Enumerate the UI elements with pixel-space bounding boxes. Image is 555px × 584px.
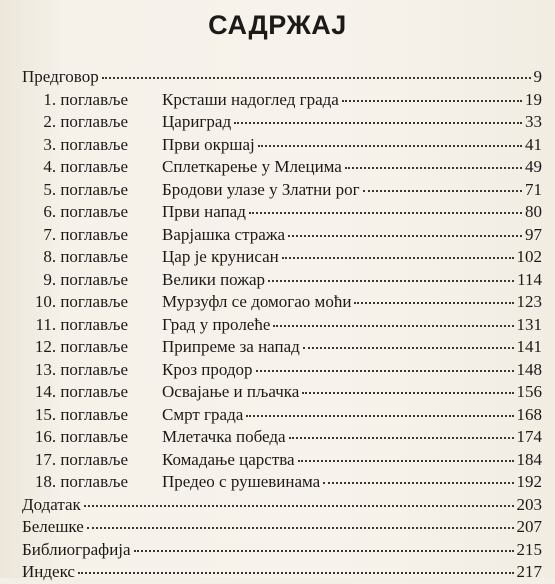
toc-entry bbox=[22, 134, 542, 157]
toc-page-number: 131 bbox=[516, 314, 542, 334]
toc-entry-title: Цариград bbox=[162, 112, 232, 131]
toc-page-number: 80 bbox=[525, 202, 542, 221]
toc-page-number: 203 bbox=[516, 494, 542, 514]
toc-entry bbox=[22, 561, 542, 584]
toc-entry-title: Индекс bbox=[22, 562, 75, 581]
dot-leader bbox=[363, 190, 522, 192]
chapter-number: 16. поглавље bbox=[34, 427, 128, 446]
chapter-number: 4. поглавље bbox=[43, 157, 128, 176]
dot-leader bbox=[273, 325, 513, 327]
toc-entry bbox=[22, 111, 542, 134]
toc-page-number: 141 bbox=[516, 337, 542, 356]
dot-leader bbox=[302, 392, 513, 394]
chapter-number: 11. поглавље bbox=[35, 314, 128, 334]
dot-leader bbox=[246, 415, 513, 417]
toc-page-number: 156 bbox=[516, 382, 542, 401]
toc-entry-title: Први окршај bbox=[162, 134, 255, 154]
toc-entry-title: Први напад bbox=[162, 202, 246, 221]
toc-page-number: 192 bbox=[516, 472, 542, 491]
toc-entry-title: Предео с рушевинама bbox=[162, 472, 321, 491]
dot-leader bbox=[87, 527, 514, 529]
dot-leader bbox=[342, 100, 522, 102]
toc-page-number: 102 bbox=[516, 247, 542, 266]
dot-leader bbox=[256, 370, 514, 372]
toc-entry bbox=[22, 359, 542, 382]
dot-leader bbox=[303, 347, 514, 349]
chapter-number: 14. поглавље bbox=[34, 382, 128, 401]
toc-entry bbox=[22, 449, 542, 472]
dot-leader bbox=[354, 302, 513, 304]
toc-page-number: 33 bbox=[525, 112, 542, 131]
table-of-contents bbox=[22, 66, 542, 584]
toc-page-number: 174 bbox=[516, 427, 542, 446]
toc-entry-title: Припреме за напад bbox=[162, 337, 300, 356]
toc-page-number: 97 bbox=[525, 224, 542, 244]
dot-leader bbox=[282, 257, 514, 259]
toc-entry bbox=[22, 471, 542, 494]
toc-entry bbox=[22, 246, 542, 269]
toc-entry bbox=[22, 89, 542, 112]
toc-entry bbox=[22, 269, 542, 292]
toc-entry bbox=[22, 179, 542, 202]
chapter-number: 18. поглавље bbox=[34, 472, 128, 491]
chapter-number: 12. поглавље bbox=[34, 337, 128, 356]
toc-entry-title: Варјашка стража bbox=[162, 224, 286, 244]
dot-leader bbox=[258, 145, 522, 147]
dot-leader bbox=[288, 235, 522, 237]
toc-entry-title: Цар је крунисан bbox=[162, 247, 279, 266]
dot-leader bbox=[345, 167, 522, 169]
toc-page-number: 19 bbox=[525, 89, 542, 109]
toc-entry bbox=[22, 156, 542, 179]
toc-entry bbox=[22, 224, 542, 247]
chapter-number: 9. поглавље bbox=[43, 269, 128, 289]
dot-leader bbox=[289, 437, 514, 439]
dot-leader bbox=[102, 77, 531, 79]
toc-entry-title: Мурзуфл се домогао моћи bbox=[162, 292, 352, 311]
chapter-number: 15. поглавље bbox=[34, 404, 128, 424]
toc-page-number: 217 bbox=[516, 562, 542, 581]
toc-entry-title: Град у пролеће bbox=[162, 314, 271, 334]
toc-entry-title: Кроз продор bbox=[162, 359, 253, 379]
chapter-number: 8. поглавље bbox=[43, 247, 128, 266]
dot-leader bbox=[134, 550, 514, 552]
toc-entry-title: Додатак bbox=[22, 494, 81, 514]
toc-page-number: 114 bbox=[517, 269, 542, 289]
dot-leader bbox=[323, 482, 513, 484]
chapter-number: 7. поглавље bbox=[43, 224, 128, 244]
toc-page-number: 9 bbox=[533, 67, 542, 86]
toc-entry bbox=[22, 539, 542, 562]
toc-entry-title: Смрт града bbox=[162, 404, 244, 424]
toc-page-number: 215 bbox=[516, 539, 542, 559]
toc-entry-title: Сплеткарење у Млецима bbox=[162, 157, 342, 176]
toc-page-number: 41 bbox=[525, 134, 542, 154]
toc-entry bbox=[22, 426, 542, 449]
chapter-number: 10. поглавље bbox=[34, 292, 128, 311]
toc-page-number: 184 bbox=[516, 449, 542, 469]
toc-entry-title: Млетачка победа bbox=[162, 427, 286, 446]
toc-entry-title: Библиографија bbox=[22, 539, 131, 559]
dot-leader bbox=[268, 280, 514, 282]
dot-leader bbox=[249, 212, 522, 214]
chapter-number: 17. поглавље bbox=[34, 449, 128, 469]
toc-entry bbox=[22, 66, 542, 89]
toc-entry bbox=[22, 314, 542, 337]
dot-leader bbox=[234, 122, 522, 124]
page-title: САДРЖАЈ bbox=[208, 10, 347, 40]
toc-entry bbox=[22, 516, 542, 539]
toc-page-number: 71 bbox=[525, 179, 542, 199]
chapter-number: 1. поглавље bbox=[43, 89, 128, 109]
chapter-number: 2. поглавље bbox=[43, 112, 128, 131]
toc-entry-title: Предговор bbox=[22, 67, 99, 86]
toc-entry bbox=[22, 336, 542, 359]
toc-entry-title: Белешке bbox=[22, 517, 84, 536]
toc-entry bbox=[22, 291, 542, 314]
toc-page-number: 49 bbox=[525, 157, 542, 176]
toc-entry-title: Комадање царства bbox=[162, 449, 295, 469]
chapter-number: 5. поглавље bbox=[43, 179, 128, 199]
toc-entry bbox=[22, 381, 542, 404]
toc-page-number: 148 bbox=[516, 359, 542, 379]
toc-entry-title: Освајање и пљачка bbox=[162, 382, 300, 401]
toc-entry bbox=[22, 494, 542, 517]
chapter-number: 6. поглавље bbox=[43, 202, 128, 221]
chapter-number: 3. поглавље bbox=[43, 134, 128, 154]
toc-entry-title: Велики пожар bbox=[162, 269, 266, 289]
toc-entry bbox=[22, 404, 542, 427]
dot-leader bbox=[298, 460, 514, 462]
toc-page-number: 168 bbox=[516, 404, 542, 424]
toc-page-number: 207 bbox=[516, 517, 542, 536]
dot-leader bbox=[84, 505, 514, 507]
dot-leader bbox=[78, 572, 514, 574]
toc-entry-title: Крсташи надоглед града bbox=[162, 89, 339, 109]
toc-entry-title: Бродови улазе у Златни рог bbox=[162, 179, 360, 199]
toc-entry bbox=[22, 201, 542, 224]
chapter-number: 13. поглавље bbox=[34, 359, 128, 379]
toc-page-number: 123 bbox=[516, 292, 542, 311]
